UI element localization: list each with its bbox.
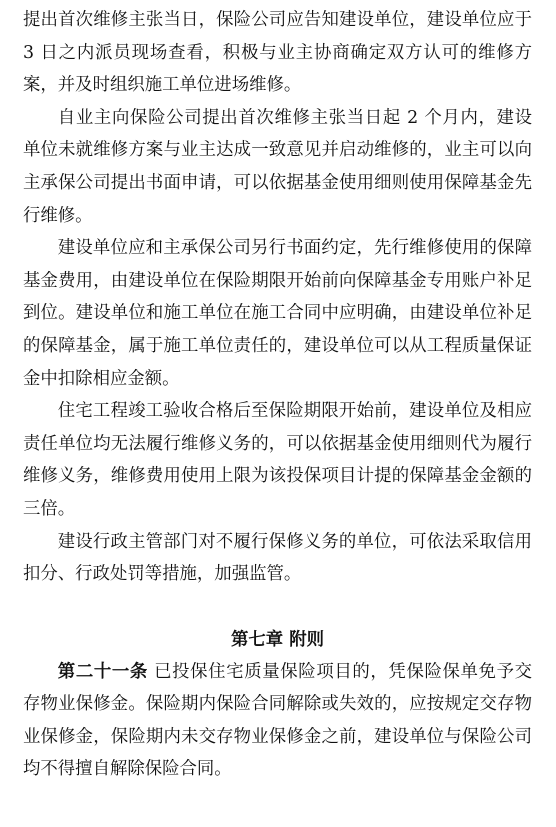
article-number: 第二十一条 [57,661,148,682]
article-paragraph [23,656,532,786]
paragraph-fund-agreement: 建设单位应和主承保公司另行书面约定，先行维修使用的保障基金费用，由建设单位在保险期限开始前向保障基金专用账户补足到位。建设单位和施工单位在施工合同中应明确，由建设单位补足的保障基金，属于施工单位责任的，建设单位可以从工程质量保证金中扣除相应金额。 [23,238,532,389]
chapter-heading: 第七章 附则 [230,629,324,650]
article-text: 已投保住宅质量保险项目的，凭保险保单免予交存物业保修金。保险期内保险合同解除或失效的，应按规定交存物业保修金，保险期内未交存物业保修金之前，建设单位与保险公司均不得擅自解除保险合同。 [23,661,532,780]
paragraph-two-month-rule: 自业主向保险公司提出首次维修主张当日起 2 个月内，建设单位未就维修方案与业主达成一致意见并启动维修的，业主可以向主承保公司提出书面申请，可以依据基金使用细则使用保障基金先行维修。 [23,107,532,226]
paragraph-completion-acceptance: 住宅工程竣工验收合格后至保险期限开始前，建设单位及相应责任单位均无法履行维修义务的，可以依据基金使用细则代为履行维修义务，维修费用使用上限为该投保项目计提的保障基金金额的三倍。 [23,401,532,519]
paragraph-supervision: 建设行政主管部门对不履行保修义务的单位，可依法采取信用扣分、行政处罚等措施，加强监管。 [23,531,532,585]
paragraph-continuation: 提出首次维修主张当日，保险公司应告知建设单位，建设单位应于 3 日之内派员现场查看，积极与业主协商确定双方认可的维修方案，并及时组织施工单位进场维修。 [23,10,532,96]
